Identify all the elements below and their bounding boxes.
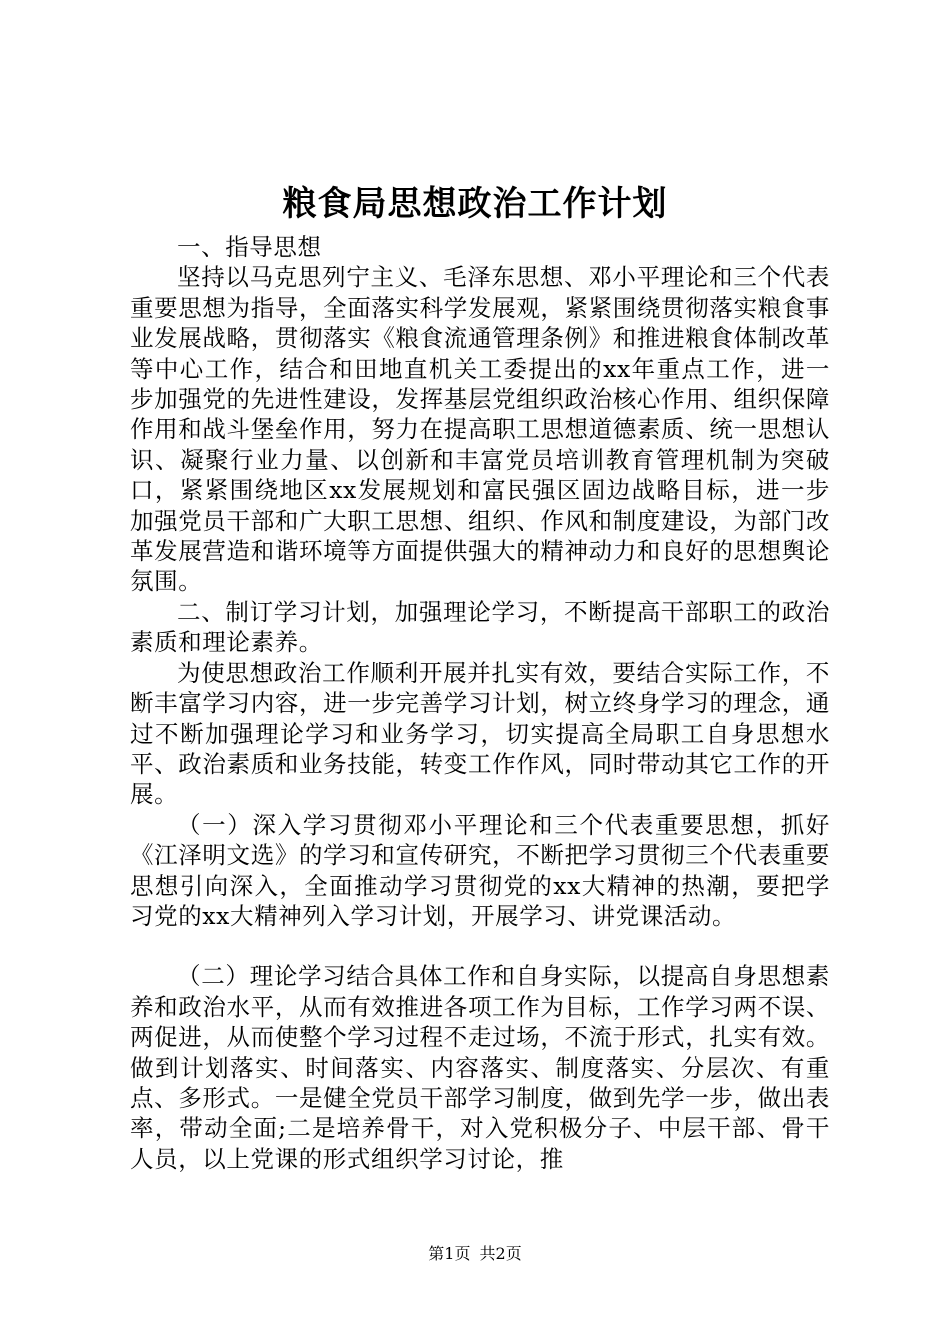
paragraph-study-plan: 为使思想政治工作顺利开展并扎实有效，要结合实际工作，不断丰富学习内容，进一步完善学习计划，树立终身学习的理念，通过不断加强理论学习和业务学习，切实提高全局职工自身思想水平、政治素质和业务技能，转变工作作风，同时带动其它工作的开展。 — [130, 658, 830, 809]
page-number: 第1页 — [428, 1244, 471, 1263]
document-title: 粮食局思想政治工作计划 — [282, 184, 668, 224]
section-heading-2: 二、制订学习计划，加强理论学习，不断提高干部职工的政治素质和理论素养。 — [130, 597, 830, 657]
paragraph-guiding-ideology: 坚持以马克思列宁主义、毛泽东思想、邓小平理论和三个代表重要思想为指导，全面落实科学发展观，紧紧围绕贯彻落实粮食事业发展战略，贯彻落实《粮食流通管理条例》和推进粮食体制改革等中心工作，结合和田地直机关工委提出的xx年重点工作，进一步加强党的先进性建设，发挥基层党组织政治核心作用、组织保障作用和战斗堡垒作用，努力在提高职工思想道德素质、统一思想认识、凝聚行业力量、以创新和丰富党员培训教育管理机制为突破口，紧紧围绕地区xx发展规划和富民强区固边战略目标，进一步加强党员干部和广大职工思想、组织、作风和制度建设，为部门改革发展营造和谐环境等方面提供强大的精神动力和良好的思想舆论氛围。 — [130, 263, 830, 596]
page-footer — [0, 1244, 950, 1264]
paragraph-item-2: （二）理论学习结合具体工作和自身实际，以提高自身思想素养和政治水平，从而有效推进各项工作为目标，工作学习两不误、两促进，从而使整个学习过程不走过场，不流于形式，扎实有效。做到计划落实、时间落实、内容落实、制度落实、分层次、有重点、多形式。一是健全党员干部学习制度，做到先学一步，做出表率，带动全面;二是培养骨干，对入党积极分子、中层干部、骨干人员，以上党课的形式组织学习讨论，推 — [130, 962, 830, 1173]
document-body — [130, 232, 830, 1174]
page-total: 共2页 — [479, 1244, 522, 1263]
section-heading-1: 一、指导思想 — [177, 233, 322, 261]
paragraph-item-1: （一）深入学习贯彻邓小平理论和三个代表重要思想，抓好《江泽明文选》的学习和宣传研究，不断把学习贯彻三个代表重要思想引向深入，全面推动学习贯彻党的xx大精神的热潮，要把学习党的xx大精神列入学习计划，开展学习、讲党课活动。 — [130, 810, 830, 930]
